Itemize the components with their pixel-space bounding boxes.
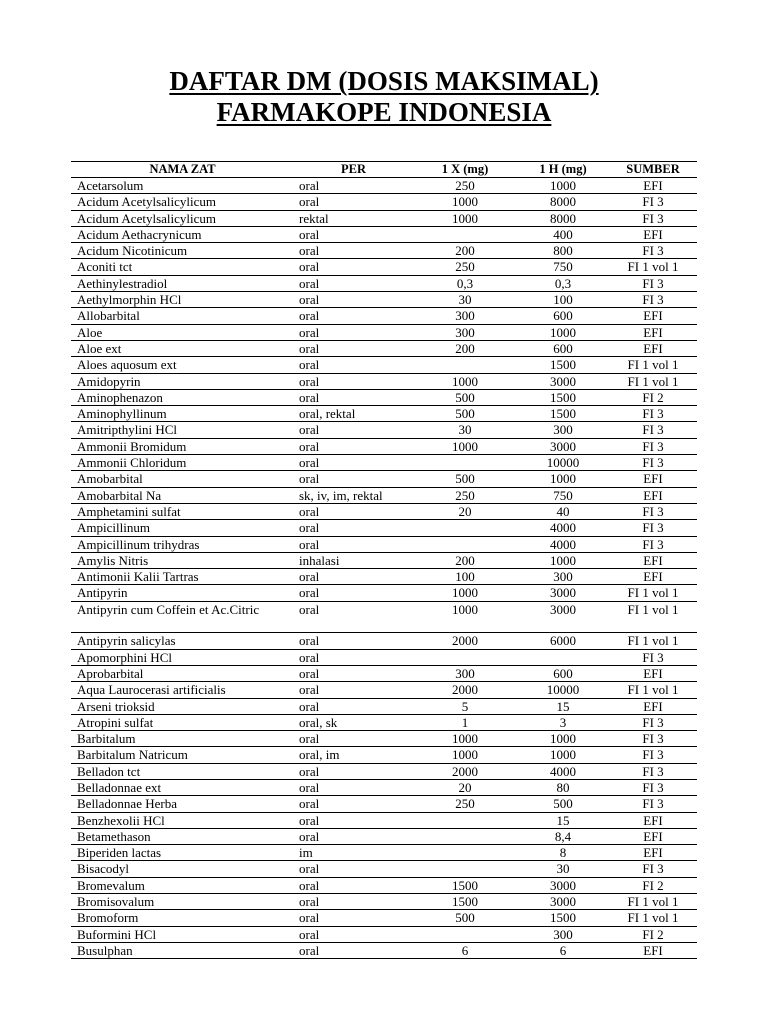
drug-name-cell: Ammonii Bromidum [71,438,294,454]
source-cell: EFI [609,471,697,487]
source-cell: FI 1 vol 1 [609,894,697,910]
daily-dose-cell: 0,3 [517,275,609,291]
drug-name-cell: Bromisovalum [71,894,294,910]
daily-dose-cell: 1500 [517,357,609,373]
source-cell: EFI [609,698,697,714]
daily-dose-cell: 4000 [517,536,609,552]
daily-dose-cell: 3000 [517,585,609,601]
table-header-row [71,162,697,178]
single-dose-cell: 1 [413,714,517,730]
source-cell: EFI [609,569,697,585]
single-dose-cell: 6 [413,942,517,958]
source-cell: FI 3 [609,747,697,763]
drug-name-cell: Ampicillinum trihydras [71,536,294,552]
single-dose-cell: 500 [413,406,517,422]
table-row [71,226,697,242]
drug-name-cell: Bromoform [71,910,294,926]
single-dose-cell: 30 [413,292,517,308]
drug-name-cell: Acidum Nicotinicum [71,243,294,259]
single-dose-cell: 1000 [413,747,517,763]
drug-name-cell: Aloes aquosum ext [71,357,294,373]
drug-name-cell: Aethinylestradiol [71,275,294,291]
route-cell: oral [294,942,413,958]
source-cell: FI 2 [609,926,697,942]
daily-dose-cell: 600 [517,308,609,324]
route-cell: oral [294,340,413,356]
table-row [71,210,697,226]
source-cell: FI 1 vol 1 [609,357,697,373]
source-cell: FI 3 [609,520,697,536]
column-header-nama-zat: NAMA ZAT [71,162,294,178]
route-cell: oral, sk [294,714,413,730]
daily-dose-cell: 3000 [517,601,609,633]
table-row [71,812,697,828]
table-row [71,601,697,633]
source-cell: EFI [609,665,697,681]
drug-name-cell: Belladonnae Herba [71,796,294,812]
table-row [71,259,697,275]
daily-dose-cell: 1000 [517,471,609,487]
table-row [71,487,697,503]
single-dose-cell: 200 [413,243,517,259]
single-dose-cell: 1000 [413,601,517,633]
single-dose-cell [413,812,517,828]
drug-name-cell: Benzhexolii HCl [71,812,294,828]
source-cell: FI 1 vol 1 [609,633,697,649]
source-cell: EFI [609,178,697,194]
drug-name-cell: Biperiden lactas [71,845,294,861]
route-cell: oral [294,585,413,601]
route-cell: rektal [294,210,413,226]
table-row [71,828,697,844]
table-row [71,894,697,910]
table-row [71,926,697,942]
single-dose-cell: 2000 [413,682,517,698]
table-row [71,910,697,926]
single-dose-cell: 300 [413,665,517,681]
drug-name-cell: Amobarbital [71,471,294,487]
single-dose-cell [413,861,517,877]
route-cell: oral [294,243,413,259]
source-cell: FI 1 vol 1 [609,682,697,698]
single-dose-cell: 1000 [413,731,517,747]
single-dose-cell [413,455,517,471]
single-dose-cell: 30 [413,422,517,438]
drug-name-cell: Antipyrin cum Coffein et Ac.Citric [71,601,294,633]
drug-name-cell: Aconiti tct [71,259,294,275]
route-cell: oral [294,536,413,552]
source-cell: FI 3 [609,194,697,210]
drug-name-cell: Apomorphini HCl [71,649,294,665]
source-cell: FI 3 [609,649,697,665]
table-row [71,552,697,568]
drug-name-cell: Amidopyrin [71,373,294,389]
source-cell: FI 2 [609,877,697,893]
drug-name-cell: Arseni trioksid [71,698,294,714]
table-row [71,520,697,536]
daily-dose-cell: 40 [517,503,609,519]
route-cell: oral [294,779,413,795]
drug-name-cell: Bisacodyl [71,861,294,877]
single-dose-cell: 250 [413,796,517,812]
table-row [71,714,697,730]
single-dose-cell [413,926,517,942]
drug-name-cell: Antipyrin [71,585,294,601]
route-cell: oral [294,178,413,194]
source-cell: FI 1 vol 1 [609,910,697,926]
daily-dose-cell: 8 [517,845,609,861]
route-cell: inhalasi [294,552,413,568]
daily-dose-cell: 750 [517,487,609,503]
single-dose-cell: 20 [413,779,517,795]
single-dose-cell: 250 [413,487,517,503]
daily-dose-cell: 1000 [517,178,609,194]
column-header-1x: 1 X (mg) [413,162,517,178]
daily-dose-cell: 1000 [517,747,609,763]
table-row [71,779,697,795]
single-dose-cell: 2000 [413,633,517,649]
column-header-1h: 1 H (mg) [517,162,609,178]
daily-dose-cell: 15 [517,698,609,714]
route-cell: oral, rektal [294,406,413,422]
daily-dose-cell: 6 [517,942,609,958]
route-cell: oral [294,259,413,275]
single-dose-cell: 500 [413,910,517,926]
daily-dose-cell: 400 [517,226,609,242]
route-cell: oral [294,308,413,324]
drug-name-cell: Bromevalum [71,877,294,893]
table-row [71,308,697,324]
drug-name-cell: Betamethason [71,828,294,844]
route-cell: oral [294,731,413,747]
route-cell: oral [294,877,413,893]
daily-dose-cell: 80 [517,779,609,795]
table-row [71,877,697,893]
drug-name-cell: Aprobarbital [71,665,294,681]
single-dose-cell: 5 [413,698,517,714]
route-cell: oral, im [294,747,413,763]
column-header-per: PER [294,162,413,178]
table-row [71,536,697,552]
route-cell: oral [294,438,413,454]
route-cell: oral [294,373,413,389]
daily-dose-cell: 10000 [517,682,609,698]
table-row [71,731,697,747]
table-row [71,471,697,487]
table-row [71,698,697,714]
drug-name-cell: Ampicillinum [71,520,294,536]
single-dose-cell: 1000 [413,373,517,389]
drug-name-cell: Buformini HCl [71,926,294,942]
drug-name-cell: Aminophenazon [71,389,294,405]
single-dose-cell: 1000 [413,194,517,210]
table-row [71,649,697,665]
daily-dose-cell: 8,4 [517,828,609,844]
route-cell: oral [294,665,413,681]
source-cell: FI 3 [609,731,697,747]
drug-name-cell: Ammonii Chloridum [71,455,294,471]
single-dose-cell: 250 [413,178,517,194]
single-dose-cell: 300 [413,308,517,324]
route-cell: oral [294,926,413,942]
daily-dose-cell: 1000 [517,324,609,340]
route-cell: oral [294,812,413,828]
daily-dose-cell: 3000 [517,894,609,910]
source-cell: FI 1 vol 1 [609,585,697,601]
source-cell: FI 3 [609,422,697,438]
source-cell: FI 3 [609,438,697,454]
route-cell: oral [294,649,413,665]
table-row [71,665,697,681]
source-cell: EFI [609,812,697,828]
source-cell: EFI [609,324,697,340]
route-cell: oral [294,796,413,812]
source-cell: FI 2 [609,389,697,405]
table-row [71,275,697,291]
route-cell: oral [294,894,413,910]
table-row [71,373,697,389]
daily-dose-cell: 4000 [517,520,609,536]
single-dose-cell: 1000 [413,585,517,601]
table-row [71,503,697,519]
drug-name-cell: Acidum Acetylsalicylicum [71,194,294,210]
table-row [71,406,697,422]
route-cell: oral [294,682,413,698]
single-dose-cell: 2000 [413,763,517,779]
single-dose-cell: 300 [413,324,517,340]
drug-name-cell: Busulphan [71,942,294,958]
table-row [71,682,697,698]
table-row [71,178,697,194]
single-dose-cell: 500 [413,471,517,487]
single-dose-cell: 1000 [413,438,517,454]
daily-dose-cell: 4000 [517,763,609,779]
drug-name-cell: Acidum Aethacrynicum [71,226,294,242]
drug-name-cell: Aminophyllinum [71,406,294,422]
table-row [71,455,697,471]
route-cell: oral [294,194,413,210]
route-cell: oral [294,763,413,779]
max-dose-table [71,161,697,959]
drug-name-cell: Acetarsolum [71,178,294,194]
source-cell: FI 3 [609,455,697,471]
drug-name-cell: Aloe [71,324,294,340]
source-cell: FI 1 vol 1 [609,601,697,633]
source-cell: EFI [609,308,697,324]
drug-name-cell: Belladonnae ext [71,779,294,795]
single-dose-cell: 20 [413,503,517,519]
drug-name-cell: Belladon tct [71,763,294,779]
source-cell: EFI [609,487,697,503]
route-cell: oral [294,292,413,308]
single-dose-cell [413,649,517,665]
daily-dose-cell: 300 [517,926,609,942]
source-cell: FI 1 vol 1 [609,373,697,389]
column-header-sumber: SUMBER [609,162,697,178]
source-cell: FI 3 [609,796,697,812]
source-cell: EFI [609,552,697,568]
source-cell: EFI [609,942,697,958]
drug-name-cell: Amobarbital Na [71,487,294,503]
daily-dose-cell: 100 [517,292,609,308]
daily-dose-cell: 3000 [517,373,609,389]
single-dose-cell: 1500 [413,894,517,910]
single-dose-cell: 200 [413,552,517,568]
single-dose-cell [413,845,517,861]
daily-dose-cell: 1500 [517,910,609,926]
source-cell: EFI [609,845,697,861]
source-cell: FI 3 [609,210,697,226]
single-dose-cell: 200 [413,340,517,356]
source-cell: FI 3 [609,275,697,291]
route-cell: im [294,845,413,861]
drug-name-cell: Aloe ext [71,340,294,356]
daily-dose-cell: 3000 [517,438,609,454]
source-cell: FI 1 vol 1 [609,259,697,275]
table-row [71,585,697,601]
table-row [71,633,697,649]
source-cell: FI 3 [609,861,697,877]
route-cell: oral [294,324,413,340]
drug-name-cell: Amylis Nitris [71,552,294,568]
source-cell: EFI [609,226,697,242]
daily-dose-cell: 1000 [517,552,609,568]
daily-dose-cell: 500 [517,796,609,812]
drug-name-cell: Aethylmorphin HCl [71,292,294,308]
table-row [71,763,697,779]
single-dose-cell: 250 [413,259,517,275]
daily-dose-cell: 600 [517,340,609,356]
table-row [71,942,697,958]
daily-dose-cell: 30 [517,861,609,877]
route-cell: oral [294,601,413,633]
route-cell: oral [294,471,413,487]
daily-dose-cell: 1000 [517,731,609,747]
table-row [71,845,697,861]
route-cell: oral [294,503,413,519]
table-row [71,438,697,454]
single-dose-cell [413,226,517,242]
route-cell: oral [294,861,413,877]
source-cell: FI 3 [609,779,697,795]
route-cell: oral [294,422,413,438]
daily-dose-cell: 1500 [517,389,609,405]
daily-dose-cell: 8000 [517,194,609,210]
source-cell: EFI [609,340,697,356]
daily-dose-cell: 3 [517,714,609,730]
source-cell: FI 3 [609,763,697,779]
drug-name-cell: Allobarbital [71,308,294,324]
table-header [71,162,697,178]
drug-name-cell: Antimonii Kalii Tartras [71,569,294,585]
source-cell: FI 3 [609,503,697,519]
source-cell: FI 3 [609,243,697,259]
daily-dose-cell: 750 [517,259,609,275]
table-row [71,796,697,812]
table-row [71,747,697,763]
drug-name-cell: Barbitalum [71,731,294,747]
daily-dose-cell: 300 [517,569,609,585]
drug-name-cell: Amitripthylini HCl [71,422,294,438]
table-row [71,569,697,585]
single-dose-cell [413,520,517,536]
table-row [71,357,697,373]
route-cell: sk, iv, im, rektal [294,487,413,503]
single-dose-cell: 100 [413,569,517,585]
daily-dose-cell: 800 [517,243,609,259]
single-dose-cell: 1500 [413,877,517,893]
table-row [71,389,697,405]
route-cell: oral [294,698,413,714]
document-title-line1: DAFTAR DM (DOSIS MAKSIMAL) [169,66,599,96]
daily-dose-cell: 8000 [517,210,609,226]
source-cell: EFI [609,828,697,844]
route-cell: oral [294,455,413,471]
single-dose-cell: 1000 [413,210,517,226]
table-row [71,861,697,877]
table-row [71,243,697,259]
daily-dose-cell: 6000 [517,633,609,649]
route-cell: oral [294,910,413,926]
table-row [71,194,697,210]
drug-name-cell: Amphetamini sulfat [71,503,294,519]
table-body [71,178,697,959]
source-cell: FI 3 [609,714,697,730]
table-row [71,324,697,340]
table-row [71,340,697,356]
single-dose-cell: 500 [413,389,517,405]
drug-name-cell: Atropini sulfat [71,714,294,730]
drug-name-cell: Antipyrin salicylas [71,633,294,649]
daily-dose-cell: 10000 [517,455,609,471]
route-cell: oral [294,520,413,536]
single-dose-cell [413,357,517,373]
daily-dose-cell: 15 [517,812,609,828]
daily-dose-cell [517,649,609,665]
route-cell: oral [294,357,413,373]
route-cell: oral [294,275,413,291]
drug-name-cell: Acidum Acetylsalicylicum [71,210,294,226]
table-row [71,292,697,308]
route-cell: oral [294,389,413,405]
daily-dose-cell: 3000 [517,877,609,893]
single-dose-cell [413,536,517,552]
route-cell: oral [294,226,413,242]
drug-name-cell: Aqua Laurocerasi artificialis [71,682,294,698]
daily-dose-cell: 300 [517,422,609,438]
document-title-line2: FARMAKOPE INDONESIA [216,97,552,127]
single-dose-cell [413,828,517,844]
table-row [71,422,697,438]
route-cell: oral [294,633,413,649]
drug-name-cell: Barbitalum Natricum [71,747,294,763]
daily-dose-cell: 1500 [517,406,609,422]
source-cell: FI 3 [609,406,697,422]
route-cell: oral [294,569,413,585]
daily-dose-cell: 600 [517,665,609,681]
source-cell: FI 3 [609,292,697,308]
route-cell: oral [294,828,413,844]
single-dose-cell: 0,3 [413,275,517,291]
source-cell: FI 3 [609,536,697,552]
